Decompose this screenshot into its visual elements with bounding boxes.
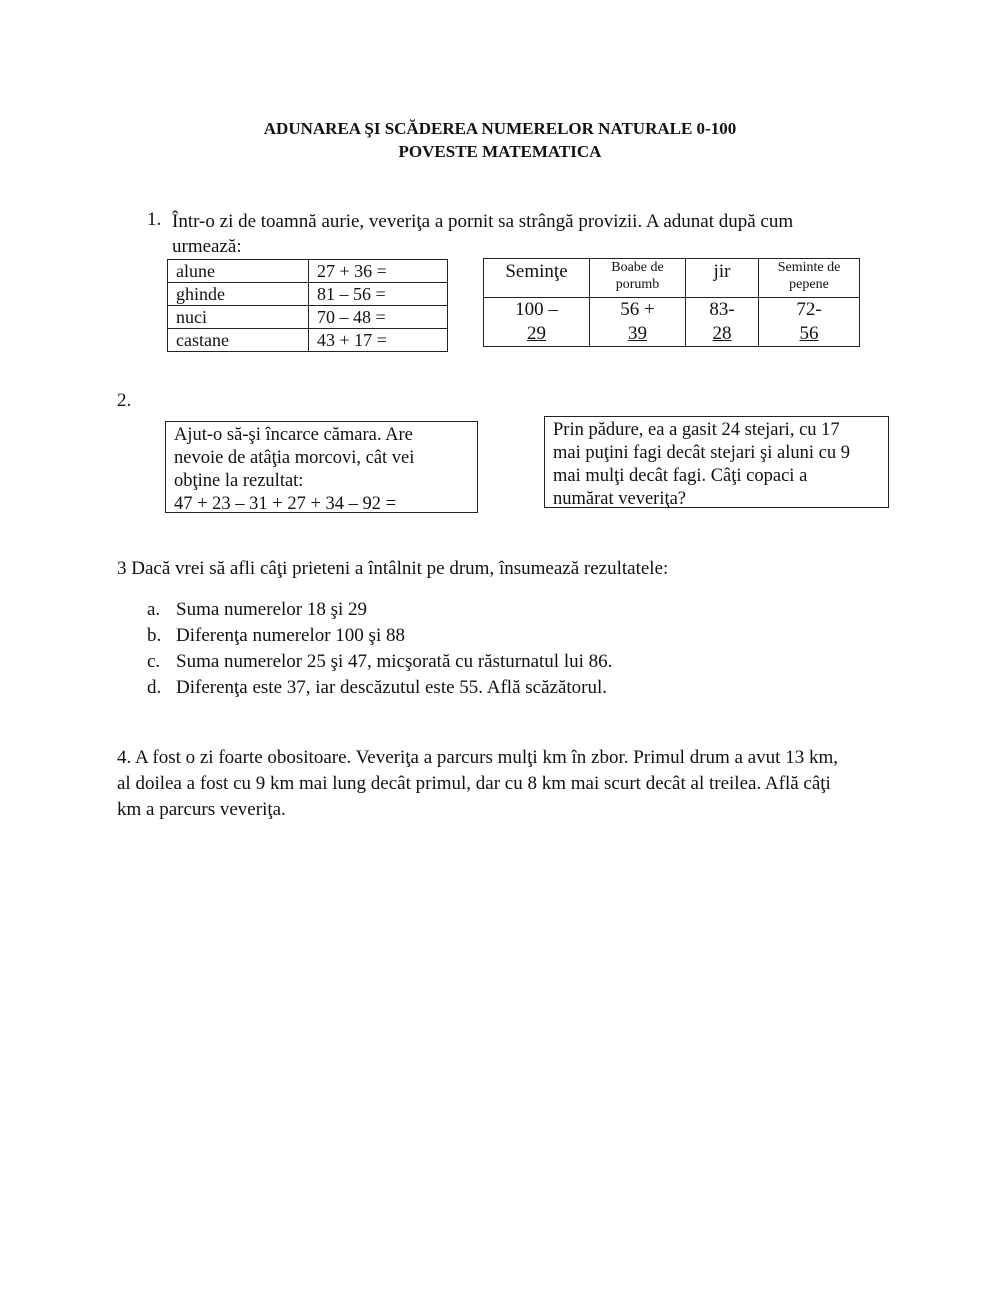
q3-intro: 3 Dacă vrei să afli câţi prieteni a întâlnit pe drum, însumează rezultatele: xyxy=(117,558,669,579)
table-row xyxy=(484,298,860,347)
box-line: numărat veveriţa? xyxy=(553,489,687,509)
op-bottom: 56 xyxy=(799,323,819,344)
table-cell: castane xyxy=(168,329,309,352)
box-line: obţine la rezultat: xyxy=(174,471,304,491)
page-title: ADUNAREA ŞI SCĂDEREA NUMERELOR NATURALE 0-100 xyxy=(263,119,737,138)
table-cell: alune xyxy=(168,260,309,283)
table-row xyxy=(168,306,448,329)
q4-line: km a parcurs veveriţa. xyxy=(117,799,286,820)
q2-number: 2. xyxy=(117,390,132,411)
q4-line: 4. A fost o zi foarte obositoare. Veveriţa a parcurs mulţi km în zbor. Primul drum a avut 13 km, xyxy=(117,747,838,768)
table-cell: 70 – 48 = xyxy=(309,306,448,329)
table-cell xyxy=(590,298,686,347)
provisions-table xyxy=(167,259,448,352)
list-item: Suma numerelor 18 şi 29 xyxy=(176,599,368,620)
q4-line: al doilea a fost cu 9 km mai lung decât primul, dar cu 8 km mai scurt decât al treilea. Află câţi xyxy=(117,773,831,794)
list-item: Suma numerelor 25 şi 47, micşorată cu răsturnatul lui 86. xyxy=(176,651,613,672)
q1-line: Într-o zi de toamnă aurie, veveriţa a pornit sa strângă provizii. A adunat după cum xyxy=(172,211,794,232)
q1-number: 1. xyxy=(147,209,162,230)
table-header-cell: Seminţe xyxy=(484,259,590,298)
q4-text xyxy=(117,745,917,823)
box-line: mai puţini fagi decât stejari şi aluni cu 9 xyxy=(553,443,850,463)
list-letter: b. xyxy=(147,625,162,646)
seeds-table xyxy=(483,258,860,347)
op-bottom: 39 xyxy=(628,323,647,344)
table-row xyxy=(168,329,448,352)
op-top: 72- xyxy=(796,299,822,320)
table-cell: 43 + 17 = xyxy=(309,329,448,352)
table-cell xyxy=(759,298,860,347)
trees-box xyxy=(544,416,889,508)
table-cell: 81 – 56 = xyxy=(309,283,448,306)
op-top: 56 + xyxy=(620,299,655,320)
q1-text xyxy=(172,209,872,259)
table-header-cell: jir xyxy=(686,259,759,298)
box-line: Prin pădure, ea a gasit 24 stejari, cu 17 xyxy=(553,420,840,440)
table-cell xyxy=(686,298,759,347)
op-top: 83- xyxy=(709,299,735,320)
list-letter: c. xyxy=(147,651,161,672)
carrots-box xyxy=(165,421,478,513)
table-header-cell: Boabe de porumb xyxy=(590,259,686,298)
table-cell xyxy=(484,298,590,347)
box-line: 47 + 23 – 31 + 27 + 34 – 92 = xyxy=(174,494,397,514)
op-top: 100 – xyxy=(515,299,558,320)
box-line: Ajut-o să-şi încarce cămara. Are xyxy=(174,425,413,445)
q1-line: urmează: xyxy=(172,236,242,257)
table-cell: ghinde xyxy=(168,283,309,306)
table-row xyxy=(168,283,448,306)
box-line: mai mulţi decât fagi. Câţi copaci a xyxy=(553,466,808,486)
op-bottom: 28 xyxy=(712,323,732,344)
table-header-cell: Seminte de pepene xyxy=(759,259,860,298)
op-bottom: 29 xyxy=(527,323,546,344)
box-line: nevoie de atâţia morcovi, cât vei xyxy=(174,448,415,468)
table-cell: nuci xyxy=(168,306,309,329)
list-letter: a. xyxy=(147,599,161,620)
list-item: Diferenţa numerelor 100 şi 88 xyxy=(176,625,405,646)
list-item: Diferenţa este 37, iar descăzutul este 55. Află scăzătorul. xyxy=(176,677,608,698)
table-header-row xyxy=(484,259,860,298)
list-letter: d. xyxy=(147,677,162,698)
table-cell: 27 + 36 = xyxy=(309,260,448,283)
table-row xyxy=(168,260,448,283)
page-subtitle: POVESTE MATEMATICA xyxy=(398,142,602,161)
